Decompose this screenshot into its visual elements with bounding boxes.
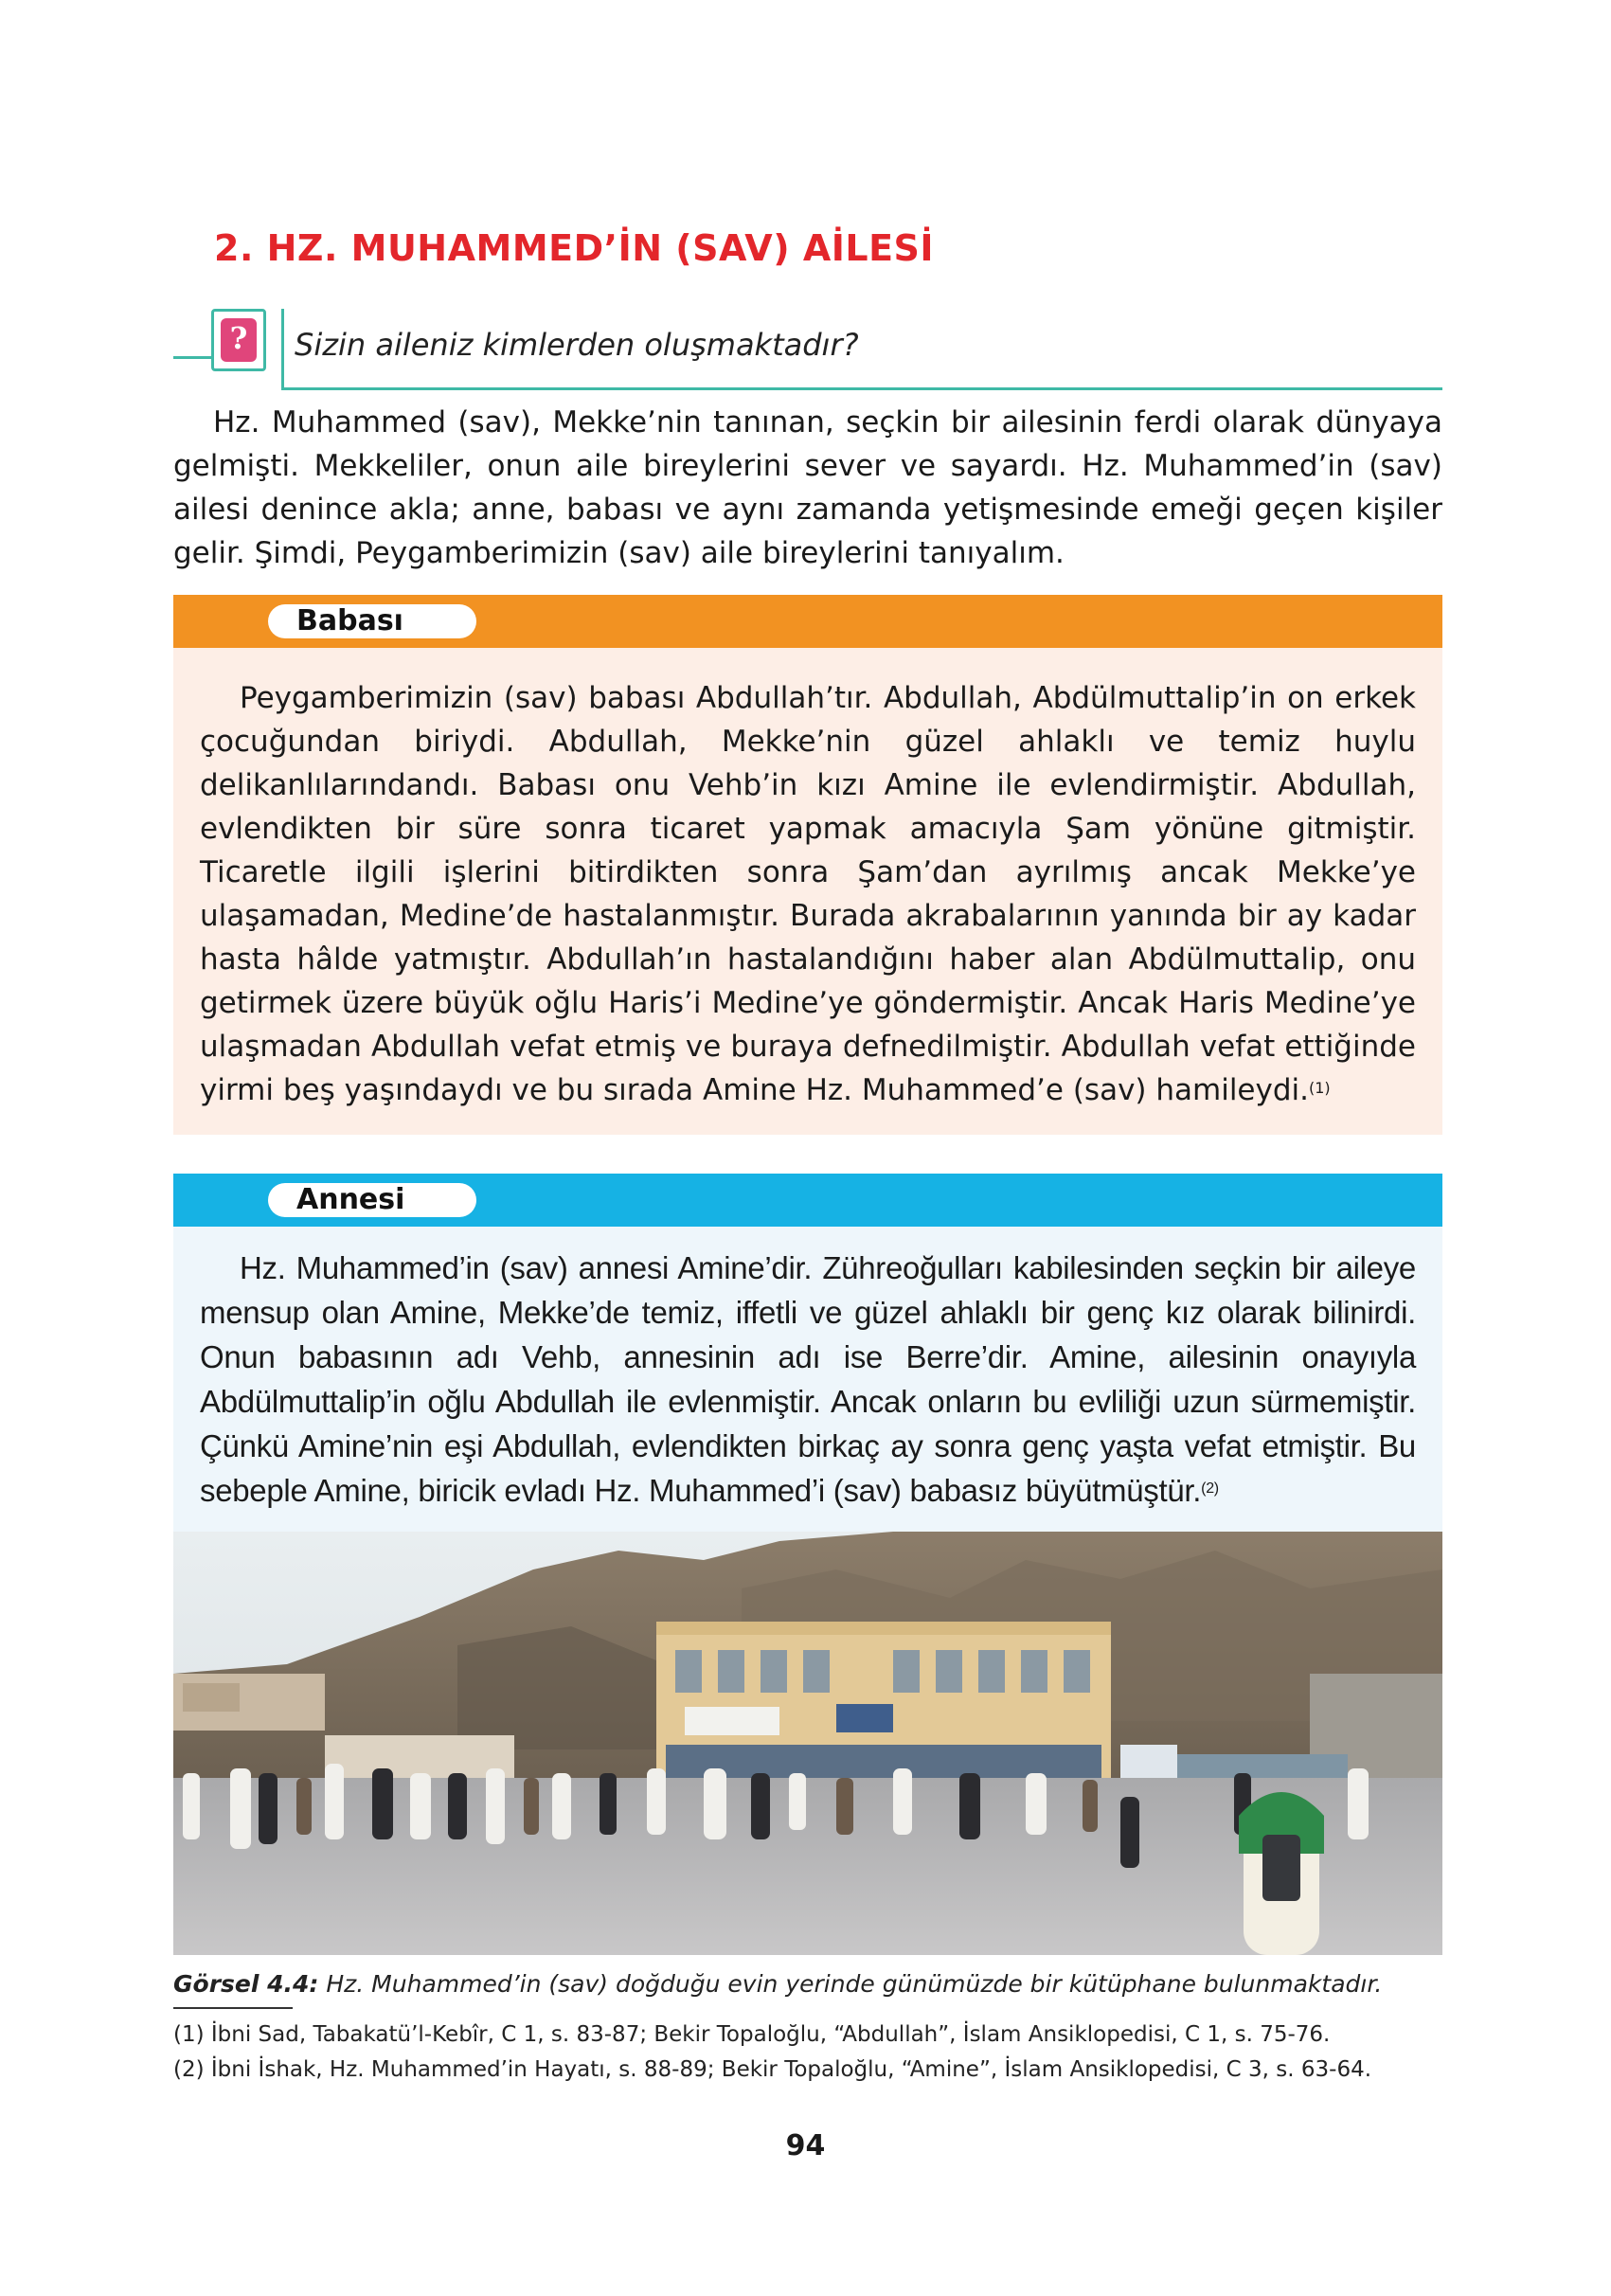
figure-label: Görsel 4.4:: [173, 1970, 319, 1998]
question-text: Sizin aileniz kimlerden oluşmaktadır?: [295, 327, 859, 363]
footnote-2: (2) İbni İshak, Hz. Muhammed’in Hayatı, s. 88-89; Bekir Topaloğlu, “Amine”, İslam Ansiklopedisi, C 3, s. 63-64.: [173, 2057, 1372, 2082]
babasi-label: Babası: [268, 604, 476, 638]
annesi-text: Hz. Muhammed’in (sav) annesi Amine’dir. Zühreoğulları kabilesinden seçkin bir aileye mensup olan Amine, Mekke’de temiz, iffetli ve güzel ahlaklı bir genç kız olarak bilinirdi. Onun babasının adı Vehb, annesinin adı ise Berre’dir. Amine, ailesinin onayıyla Abdülmuttalip’in oğlu Abdullah ile evlenmiştir. Ancak onların bu evliliği uzun sürmemiştir. Çünkü Amine’nin eşi Abdullah, evlendikten birkaç ay sonra genç yaşta vefat etmiştir. Bu sebeple Amine, biricik evladı Hz. Muhammed’i (sav) babasız büyütmüştür.: [200, 1250, 1416, 1508]
intro-text: Hz. Muhammed (sav), Mekke’nin tanınan, seçkin bir ailesinin ferdi olarak dünyaya gelmişti. Mekkeliler, onun aile bireylerini sever ve sayardı. Hz. Muhammed’in (sav) ailesi denince akla; anne, babası ve aynı zamanda yetişmesinde emeği geçen kişiler gelir. Şimdi, Peygamberimizin (sav) aile bireylerini tanıyalım.: [173, 405, 1442, 570]
question-underline: [281, 387, 1442, 390]
question-divider: [281, 309, 284, 390]
footnote-1: (1) İbni Sad, Tabakatü’l-Kebîr, C 1, s. 83-87; Bekir Topaloğlu, “Abdullah”, İslam Ansiklopedisi, C 1, s. 75-76.: [173, 2022, 1331, 2047]
question-prompt: [173, 303, 1442, 390]
footnote-rule: [173, 2007, 293, 2009]
page-number: 94: [785, 2129, 826, 2162]
babasi-header: [173, 595, 1442, 648]
library-photo: [173, 1532, 1442, 1955]
footnote-ref-1: (1): [1309, 1079, 1331, 1097]
annesi-label: Annesi: [268, 1183, 476, 1217]
babasi-text: Peygamberimizin (sav) babası Abdullah’tır. Abdullah, Abdülmuttalip’in on erkek çocuğundan biriydi. Abdullah, Mekke’nin güzel ahlaklı ve temiz huylu delikanlılarındandı. Babası onu Vehb’in kızı Amine ile evlendirmiştir. Abdullah, evlendikten bir süre sonra ticaret yapmak amacıyla Şam yönüne gitmiştir. Ticaretle ilgili işlerini bitirdikten sonra Şam’dan ayrılmış ancak Mekke’ye ulaşamadan, Medine’de hastalanmıştır. Burada akrabalarının yanında bir ay kadar hasta hâlde yatmıştır. Abdullah’ın hastalandığını haber alan Abdülmuttalip, onu getirmek üzere büyük oğlu Haris’i Medine’ye göndermiştir. Ancak Haris Medine’ye ulaşmadan Abdullah vefat etmiş ve buraya defnedilmiştir. Abdullah vefat ettiğinde yirmi beş yaşındaydı ve bu sırada Amine Hz. Muhammed’e (sav) hamileydi.: [200, 681, 1416, 1107]
figure-caption-text: Hz. Muhammed’in (sav) doğduğu evin yerinde günümüzde bir kütüphane bulunmaktadır.: [318, 1970, 1383, 1998]
annesi-paragraph: [200, 1246, 1416, 1513]
intro-paragraph: [173, 401, 1442, 575]
footnote-ref-2: (2): [1201, 1480, 1219, 1497]
annesi-header: [173, 1174, 1442, 1227]
annesi-box: [173, 1227, 1442, 1532]
question-mark-icon: ?: [211, 309, 266, 371]
babasi-box: [173, 648, 1442, 1135]
question-accent-line: [173, 356, 211, 359]
babasi-paragraph: [200, 676, 1416, 1112]
section-title: 2. HZ. MUHAMMED’İN (SAV) AİLESİ: [214, 227, 935, 269]
figure-caption: [173, 1970, 1442, 1998]
